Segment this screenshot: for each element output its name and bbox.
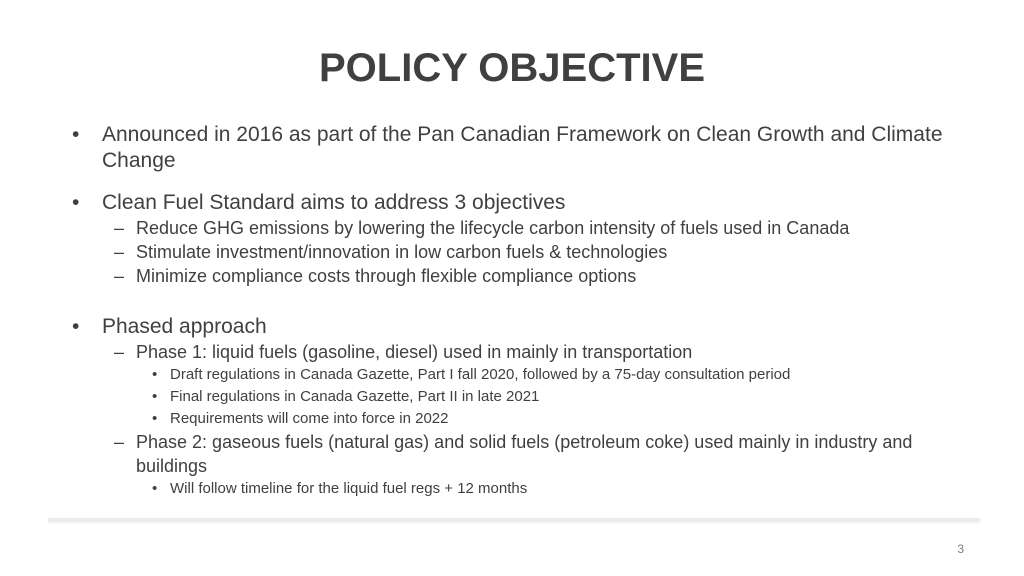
bullet-icon: • — [72, 123, 80, 146]
bullet-text: Phased approach — [102, 315, 267, 338]
bullet-icon: • — [152, 366, 158, 383]
dash-icon: – — [114, 432, 125, 452]
sub-bullet-stimulate-investment — [70, 240, 970, 264]
sub-bullet-text: Phase 1: liquid fuels (gasoline, diesel) used in mainly in transportation — [136, 342, 693, 362]
sub-bullet-reduce-ghg — [70, 216, 970, 240]
bullet-icon: • — [152, 480, 158, 497]
bullet-icon: • — [72, 191, 80, 214]
bullet-icon: • — [72, 315, 80, 338]
bullet-objectives — [70, 190, 970, 216]
sub-sub-bullet-requirements — [70, 408, 970, 430]
sub-sub-bullet-text: Will follow timeline for the liquid fuel regs + 12 months — [170, 480, 528, 497]
dash-icon: – — [114, 266, 125, 286]
bullet-phased-approach — [70, 314, 970, 340]
bullet-announced — [70, 122, 970, 174]
sub-sub-bullet-draft-regs — [70, 364, 970, 386]
sub-bullet-phase-1 — [70, 340, 970, 364]
sub-bullet-text: Reduce GHG emissions by lowering the lifecycle carbon intensity of fuels used in Canada — [136, 218, 850, 238]
dash-icon: – — [114, 218, 125, 238]
sub-bullet-text: Phase 2: gaseous fuels (natural gas) and solid fuels (petroleum coke) used mainly in industry and buildings — [136, 432, 913, 476]
slide-title: POLICY OBJECTIVE — [318, 46, 705, 90]
footer-divider — [48, 518, 980, 522]
bullet-text: Announced in 2016 as part of the Pan Canadian Framework on Clean Growth and Climate Change — [102, 123, 943, 172]
bullet-text: Clean Fuel Standard aims to address 3 objectives — [102, 191, 566, 214]
bullet-icon: • — [152, 388, 158, 405]
dash-icon: – — [114, 342, 125, 362]
sub-sub-bullet-text: Draft regulations in Canada Gazette, Part I fall 2020, followed by a 75-day consultation period — [170, 366, 791, 383]
sub-bullet-text: Minimize compliance costs through flexible compliance options — [136, 266, 637, 286]
sub-sub-bullet-final-regs — [70, 386, 970, 408]
sub-bullet-phase-2 — [70, 430, 970, 478]
bullet-icon: • — [152, 410, 158, 427]
sub-sub-bullet-text: Requirements will come into force in 2022 — [170, 410, 449, 427]
sub-bullet-text: Stimulate investment/innovation in low carbon fuels & technologies — [136, 242, 668, 262]
sub-sub-bullet-follow-timeline — [70, 478, 970, 500]
page-number: 3 — [957, 542, 964, 556]
dash-icon: – — [114, 242, 125, 262]
sub-sub-bullet-text: Final regulations in Canada Gazette, Part II in late 2021 — [170, 388, 540, 405]
sub-bullet-minimize-costs — [70, 264, 970, 288]
bullet-list — [70, 122, 970, 500]
